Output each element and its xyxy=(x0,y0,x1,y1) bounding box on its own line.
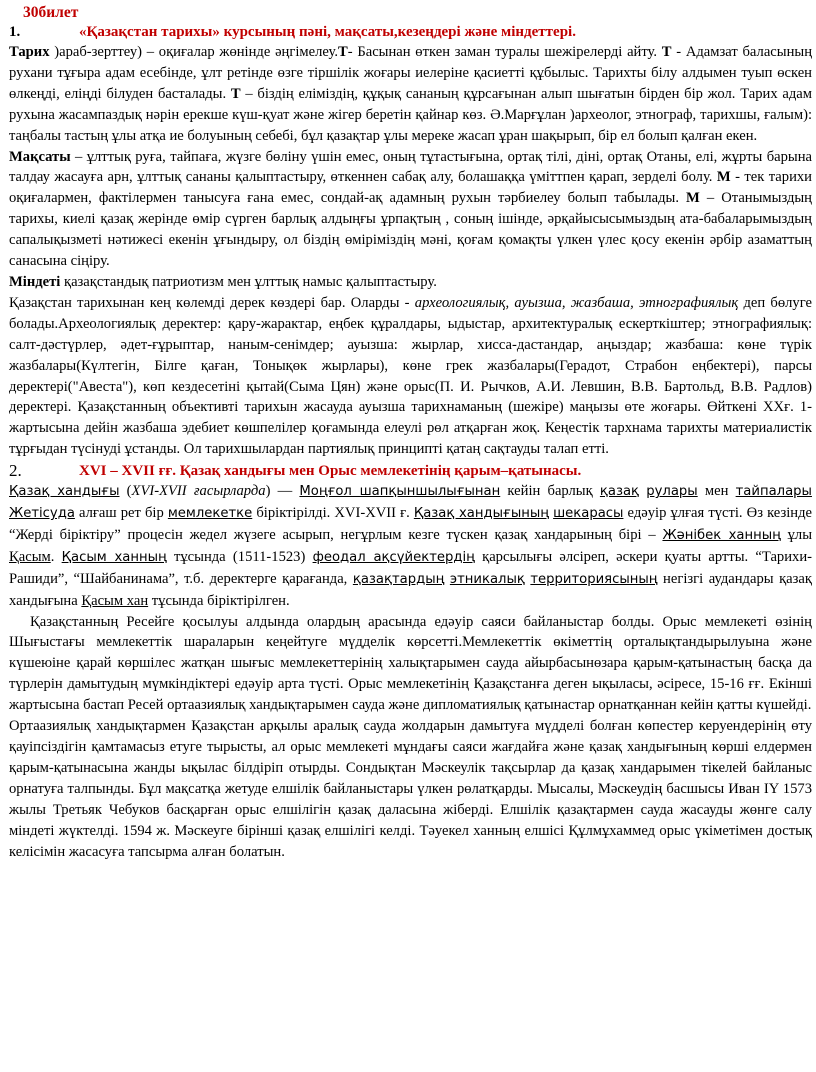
section-1-paragraph-goal: Мақсаты – ұлттық руға, тайпаға, жүзге бөліну үшін емес, оның тұтастығына, ортақ тілі, діні, ортақ Отаны, елі, жұрты барына талдау жасауға арн, ұлттық сананы қалыптастыру, өткеннен сабақ алу, болашаққа үміттпен қарап, зерделі болу. М - тек тарихи оқиғалармен, фактілермен танысуға ғана емес, сондай-ақ адамның рухын тәрбиелеу болып табылады. М – Отанымыздың тарихы, киелі қазақ жерінде өмір сүрген барлық алдыңғы ұрпақтың , соның ішінде, әрқайысысымыздың ата-бабаларымыздың сапалықызметі нәтижесі екенін ұғындыру, ол біздің өміріміздің мәні, қоғам қомақты үлкен үлес қосу екенін әрбір азаматтың санасына сіңіру. xyxy=(9,148,812,270)
link-ethnic[interactable]: этникалық xyxy=(449,571,525,587)
link-kazakh-khanate[interactable]: Қазақ хандығы xyxy=(9,484,120,500)
link-state[interactable]: мемлекетке xyxy=(167,506,253,522)
section-2-number: 2. xyxy=(9,461,22,481)
link-kazakhs[interactable]: қазақтардың xyxy=(352,571,445,587)
section-1-paragraph-sources: Қазақстан тарихынан кең көлемді дерек көздері бар. Оларды - археологиялық, ауызша, жазбаша, этнографиялық деп бөлуге болады.Археологиялық деректер: қару-жарактар, еңбек құралдары, ыдыстар, архитектуралық ескерткіштер; этнографиялық: салт-дәстүрлер, әдет-ғұрыптар, наным-сенімдер; ауызша: жырлар, хисса-дастандар, аңыздар; жазбаша: көне түрік жазбалары(Күлтегін, Білге қаған, Тонықөк жырлары), көне грек жазбалары(Герадот, Страбон еңбектері), парсы деректері("Авеста"), көп кездесетіні қытай(Сыма Цян) және орыс(П. И. Рычков, А.И. Левшин, В.В. Бартольд, В.В. Радлов) деректері. Қазақстанның объективті тарихын жасауда ауызша тарихнаманың (шежіре) маңызы өте жоғары. Өйткені ХХғ. 1-жартысына дейін жазбаша эдебиет көшпелілер қоғамында елеулі рөл атқарған жоқ. Кеңестік тархнама тарихты материалистік тұрғыдан түсінуді ұстанды. Ол тарихшылардан партиялық принципті қатаң сақтауды талап етті. xyxy=(9,294,813,458)
link-kazakh-khanate-2[interactable]: Қазақ хандығының xyxy=(413,506,549,522)
link-zhetysu[interactable]: Жетісуда xyxy=(9,506,75,522)
ticket-number: 30билет xyxy=(23,4,79,21)
section-1-number: 1. xyxy=(9,24,21,40)
link-kasym-khan-2[interactable]: Қасым хан xyxy=(81,592,149,609)
term-task: Міндеті xyxy=(9,273,61,290)
link-territory[interactable]: территориясының xyxy=(530,571,658,587)
section-2-paragraph-russia: Қазақстанның Ресейге қосылуы алдында олардың арасында едәуір саяси байланыстар болды. Орыс мемлекеті өзінің Шығыстағы мемлекеттік шараларын кеңейтуге мүдделік көрсетті.Мемлекеттік өкіметтің орталықтандырылуына және күшеюіне қарай көршілес жатқан шығыс мемлекеттерінің халықтарымен сауда айырбасынөзара қарым-қатынастың басқа да түрлерін дамытудың мүмкіндіктері едәуір арта түсті. Орыс мемлекетінің Қазақстанға деген ықыласы, әсіресе, 15-16 ғғ. Екінші жартысына бастап Ресей ортаазиялық хандықтарымен сауда және дипломатиялық қатынастар орнатқаннан кейін қатты күшейді. xyxy=(9,613,812,714)
link-border[interactable]: шекарасы xyxy=(553,506,624,522)
section-1-paragraph-task: Міндеті қазақстандық патриотизм мен ұлттық намыс қалыптастыру. xyxy=(9,273,437,290)
link-zhanibek-khan[interactable]: Жәнібек ханның xyxy=(662,527,781,543)
link-kasym[interactable]: Қасым xyxy=(9,548,51,565)
term-history: Тарих xyxy=(9,44,50,60)
link-feudal-nobility[interactable]: феодал ақсүйектердің xyxy=(312,549,475,565)
section-2-heading xyxy=(9,461,812,481)
section-2-paragraph-trade: Ортаазиялық хандықтармен Қазақстан арқылы аралық сауда жолдарын дамытуға мүдделі болған көпестер керуендерінің өту қауіпсіздігін қамтамасыз етуге тырысты, ал орыс мемлекеті мұндағы саяси жағдайға және қазақ хандығының көрші елдермен қарым-қатынасына жанды ықылас білдіріп отырды. Сондықтан Мәскеулік тақсырлар да қазақ хандарымен тікелей байланыс орнатуға талпынды. Бұл мақсатқа жетуде елшілік байланыстары үлкен рөлатқарды. Мысалы, Мәскеудің басшысы Иван IY 1573 жылы Третьяк Чебуков басқарған орыс елшілігін қазақ даласына жіберді. Елшілік қазақтармен сауда жасауды жөнге салу міндеті жүктелді. 1594 ж. Мәскеуге бірінші қазақ елшілігі келді. Тәуекел ханның елшісі Құлмұхаммед орыс үкіметімен достық келісімін жасасуға тапсырма алған болатын. xyxy=(9,718,812,860)
link-kasym-khan[interactable]: Қасым ханның xyxy=(61,549,167,565)
link-tribes[interactable]: тайпалары xyxy=(735,484,812,500)
section-1-heading xyxy=(9,22,812,42)
section-2-title: XVI – XVII ғғ. Қазақ хандығы мен Орыс мемлекетінің қарым–қатынасы. xyxy=(79,463,582,480)
section-1-title: «Қазақстан тарихы» курсының пәні, мақсаты,кезеңдері және міндеттері. xyxy=(79,24,576,40)
section-1-paragraph-history: Тарих )араб-зерттеу) – оқиғалар жөнінде әңгімелеу.Т- Басынан өткен заман туралы шежірелерді айту. Т - Адамзат баласының рухани тұғыра адам есебінде, ұлт ретінде өзге тіршілік жоғары иелеріне қасиетті құбылыс. Тарихты білу алдымен туып өскен өлкеңді, еліңді білуден басталады. Т – біздің еліміздің, құқық сананың құрсағынан алып шығатын бірден бір жол. Тарих адам рухына жасампаздық нәрін ерекше күш-қуат және жігер беретін қайнар көз. Ә.Марғұлан )археолог, этнограф, тарихшы, ғалым): таңбалы тастың ұлы атқа ие болуының себебі, бұл қазақтар ұлы мереке жасап ұран шақырып, бір ел болып қалған екен. xyxy=(9,44,812,144)
link-mongol-invasion[interactable]: Моңғол шапқыншылығынан xyxy=(299,484,501,500)
section-2-paragraph-khanate: Қазақ хандығы (XVI-XVII ғасырларда) — Моңғол шапқыншылығынан кейін барлық қазақ рулары мен тайпалары Жетісуда алғаш рет бір мемлекетке біріктірілді. XVI-XVII ғ. Қазақ хандығының шекарасы едәуір ұлғая түсті. Өз кезінде “Жерді біріктіру” процесін жедел жүзеге асырып, негұрлым кезге түскен қазақ хандарының бірі – Жәнібек ханның ұлы Қасым. Қасым ханның тұсында (1511-1523) феодал ақсүйектердің қарсылығы әлсіреп, әскери қуаты артты. “Тарихи-Рашиди”, “Шайбанинама”, т.б. деректерге қарағанда, қазақтардың этникалық территориясының негізгі аудандары қазақ хандығына Қасым хан тұсында біріктірілген. xyxy=(9,483,813,609)
link-kazakh[interactable]: қазақ xyxy=(599,484,640,500)
link-clans[interactable]: рулары xyxy=(646,484,698,500)
term-goal: Мақсаты xyxy=(9,148,71,165)
